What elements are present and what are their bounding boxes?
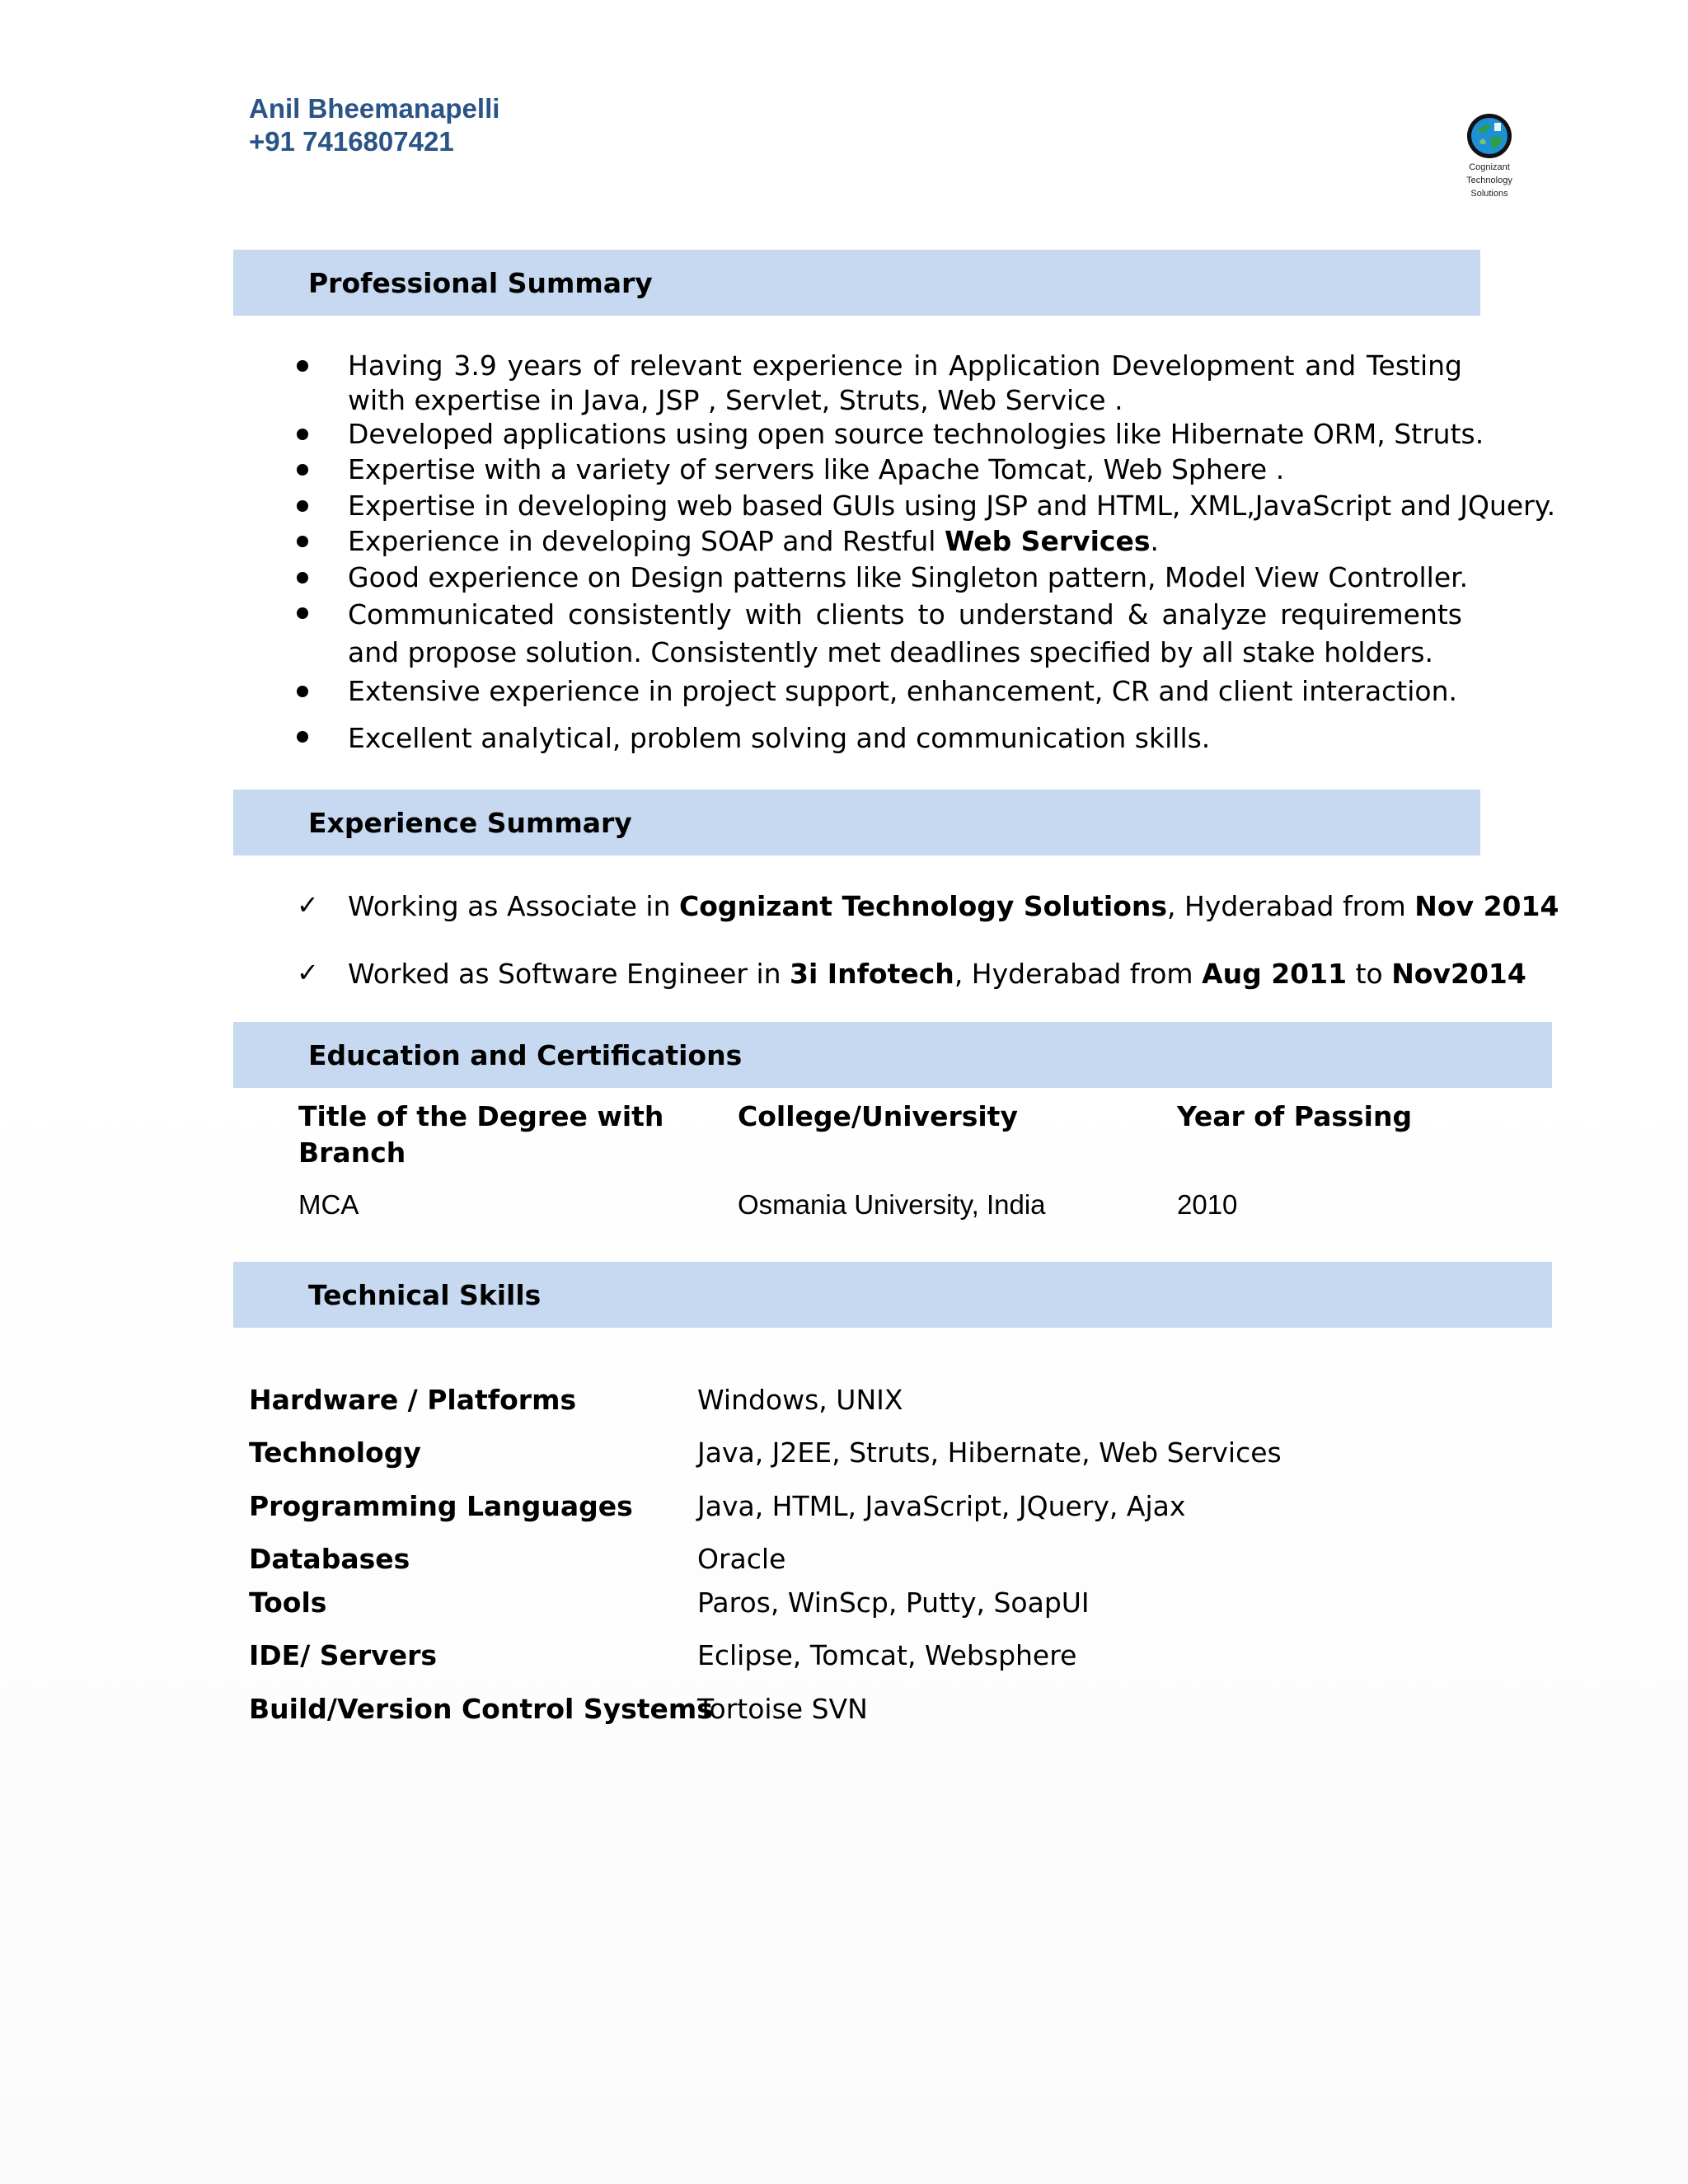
exp-text: to: [1347, 958, 1392, 990]
edu-column-header-degree: Title of the Degree with Branch: [298, 1100, 664, 1169]
candidate-phone: +91 7416807421: [249, 126, 454, 157]
logo-line-1: Cognizant: [1469, 162, 1510, 172]
skill-label: Tools: [249, 1586, 327, 1619]
bullet-icon: [297, 731, 308, 743]
edu-college: Osmania University, India: [738, 1189, 1046, 1220]
skill-value: Java, HTML, JavaScript, JQuery, Ajax: [697, 1490, 1186, 1522]
bullet-text-web-services: [348, 524, 1462, 559]
edu-year: 2010: [1177, 1189, 1238, 1220]
skill-value: Windows, UNIX: [697, 1384, 903, 1416]
bullet-text: Communicated consistently with clients to understand & analyze requirements and propose solution. Consistently met deadlines specified by all stake holders.: [348, 598, 1462, 668]
exp-text: Worked as Software Engineer in: [348, 958, 790, 990]
skill-value: Paros, WinScp, Putty, SoapUI: [697, 1586, 1090, 1619]
experience-summary-header: [233, 790, 1480, 855]
exp-text: Working as Associate in: [348, 890, 679, 922]
edu-column-header-year: Year of Passing: [1177, 1100, 1413, 1132]
skill-value: Oracle: [697, 1543, 786, 1575]
bullet-icon: [297, 500, 308, 512]
bullet-icon: [297, 572, 308, 583]
bullet-icon: [297, 536, 308, 547]
checkmark-icon: ✓: [297, 957, 319, 988]
bullet-text: Excellent analytical, problem solving and communication skills.: [348, 722, 1211, 754]
section-title: Professional Summary: [308, 267, 653, 299]
skill-value: Tortoise SVN: [697, 1693, 868, 1725]
logo-line-2: Technology: [1466, 176, 1512, 185]
bullet-icon: [297, 686, 308, 697]
section-title: Technical Skills: [308, 1279, 542, 1311]
exp-text: , Hyderabad from: [1167, 890, 1415, 922]
technical-skills-header: [233, 1262, 1552, 1328]
section-title: Experience Summary: [308, 807, 632, 839]
bullet-text-suffix: .: [1150, 525, 1160, 557]
exp-company: Cognizant Technology Solutions: [678, 890, 1168, 922]
checkmark-icon: ✓: [297, 889, 319, 921]
exp-date: Aug 2011: [1202, 958, 1348, 990]
section-title: Education and Certifications: [308, 1039, 743, 1071]
bullet-text: Extensive experience in project support, enhancement, CR and client interaction.: [348, 675, 1458, 707]
exp-company: 3i Infotech: [790, 958, 954, 990]
bullet-text-prefix: Experience in developing SOAP and Restful: [348, 525, 945, 557]
candidate-name: Anil Bheemanapelli: [249, 93, 500, 124]
bullet-text-bold: Web Services: [944, 525, 1151, 557]
edu-degree: MCA: [298, 1189, 359, 1220]
skill-value: Eclipse, Tomcat, Websphere: [697, 1639, 1077, 1671]
bullet-text: Having 3.9 years of relevant experience in Application Development and Testing with expertise in Java, JSP , Servlet, Struts, Web Service .: [348, 349, 1462, 416]
experience-item: [348, 890, 1559, 923]
bullet-text: Developed applications using open source technologies like Hibernate ORM, Struts.: [348, 418, 1484, 450]
professional-summary-header: [233, 250, 1480, 316]
logo-line-3: Solutions: [1470, 189, 1508, 199]
bullet-icon: [297, 464, 308, 476]
bullet-text: Expertise with a variety of servers like Apache Tomcat, Web Sphere .: [348, 453, 1285, 485]
edu-column-header-college: College/University: [738, 1100, 1018, 1132]
bullet-text: Good experience on Design patterns like Singleton pattern, Model View Controller.: [348, 561, 1469, 593]
skill-label: Programming Languages: [249, 1490, 633, 1522]
exp-text: , Hyderabad from: [954, 958, 1203, 990]
skill-label: Technology: [249, 1436, 421, 1469]
bullet-icon: [297, 607, 308, 619]
skill-label: Build/Version Control Systems: [249, 1693, 713, 1725]
bullet-icon: [297, 429, 308, 440]
exp-date: Nov2014: [1391, 958, 1526, 990]
skill-label: IDE/ Servers: [249, 1639, 437, 1671]
company-logo: [1454, 113, 1525, 199]
bullet-text: Expertise in developing web based GUIs using JSP and HTML, XML,JavaScript and JQuery.: [348, 490, 1556, 522]
exp-date: Nov 2014: [1414, 890, 1559, 922]
skill-value: Java, J2EE, Struts, Hibernate, Web Services: [697, 1436, 1282, 1469]
bullet-icon: [297, 360, 308, 372]
experience-item: [348, 958, 1526, 991]
globe-icon: [1466, 113, 1512, 159]
skill-label: Databases: [249, 1543, 410, 1575]
education-header: [233, 1022, 1552, 1088]
skill-label: Hardware / Platforms: [249, 1384, 577, 1416]
